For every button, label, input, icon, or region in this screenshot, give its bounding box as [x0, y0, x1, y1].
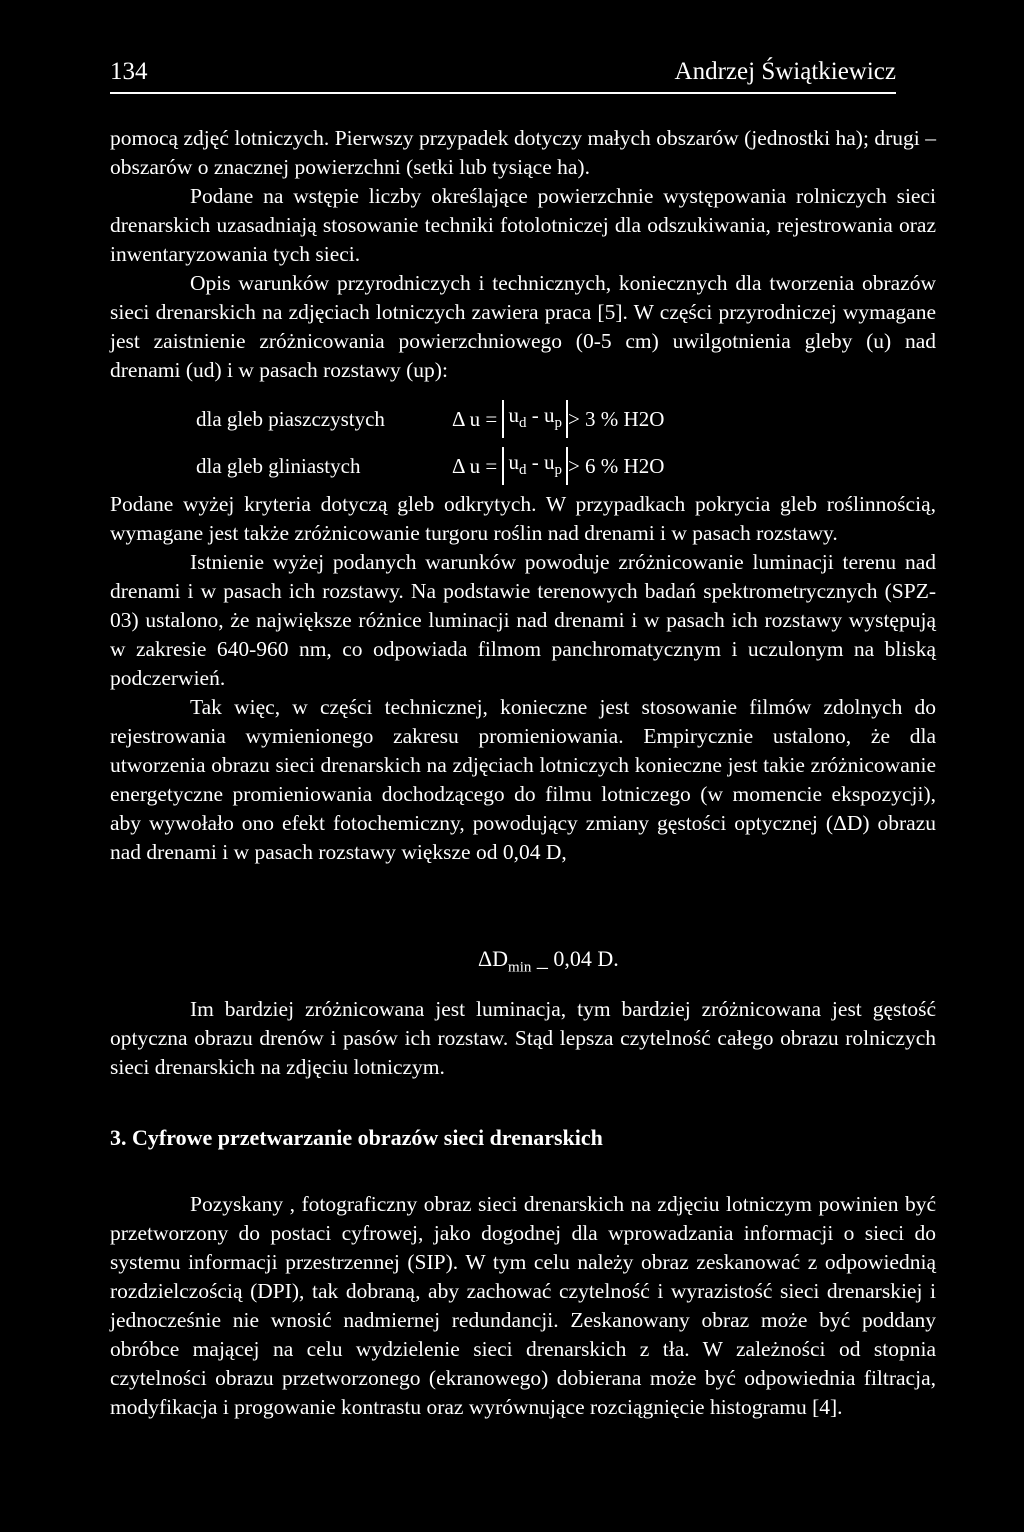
condition-row-sandy	[196, 400, 664, 438]
running-author: Andrzej Świątkiewicz	[674, 58, 896, 85]
paragraph: Opis warunków przyrodniczych i technicznych, koniecznych dla tworzenia obrazów sieci drenarskich na zdjęciach lotniczych zawiera praca [5]. W części przyrodniczej wymagane jest zaistnienie zróżnicowania powierzchniowego (0-5 cm) uwilgotnienia gleby (u) nad drenami (ud) i w pasach rozstawy (up):	[110, 271, 936, 382]
delta-u: Δ u =	[452, 453, 498, 478]
text-block-4	[110, 1190, 936, 1422]
threshold: > 6 % H2O	[567, 453, 665, 478]
paragraph: Im bardziej zróżnicowana jest luminacja, tym bardziej zróżnicowana jest gęstość optyczna obrazu drenów i pasów ich rozstaw. Stąd lepsza czytelność całego obrazu rolniczych sieci drenarskich na zdjęciu lotniczym.	[110, 997, 936, 1079]
condition-row-clay	[196, 447, 664, 485]
absolute-difference: $u_d - u_p$	[502, 400, 568, 438]
text-block-3	[110, 995, 936, 1082]
paragraph: Pozyskany , fotograficzny obraz sieci drenarskich na zdjęciu lotniczym powinien być przetworzony do postaci cyfrowej, jako dogodnej dla wprowadzania informacji o sieci do systemu informacji przestrzennej (SIP). W tym celu należy obraz zeskanować z odpowiednią rozdzielczością (DPI), tak dobraną, aby zachować czytelność i wyrazistość sieci drenarskiej i jednocześnie nie wnosić nadmiernej redundancji. Zeskanowany obraz może być poddany obróbce mającej na celu wydzielenie sieci drenarskich z tła. W zależności od stopnia czytelności obrazu przetworzonego (ekranowego) dobierana może być odpowiednia filtracja, modyfikacja i progowanie kontrastu oraz wyrównujące rozciągnięcie histogramu [4].	[110, 1192, 936, 1419]
paragraph: pomocą zdjęć lotniczych. Pierwszy przypadek dotyczy małych obszarów (jednostki ha); drugi – obszarów o znacznej powierzchni (setki lub tysiące ha).	[110, 126, 936, 179]
delta-u: Δ u =	[452, 406, 498, 431]
condition-formula	[452, 400, 664, 438]
paragraph: Tak więc, w części technicznej, konieczne jest stosowanie filmów zdolnych do rejestrowania wymienionego zakresu promieniowania. Empirycznie ustalono, że dla utworzenia obrazu sieci drenarskich na zdjęciach lotniczych konieczne jest takie zróżnicowanie energetyczne promieniowania dochodzącego do filmu lotniczego (w momencie ekspozycji), aby wywołało ono efekt fotochemiczny, powodujący zmiany gęstości optycznej (ΔD) obrazu nad drenami i w pasach rozstawy większe od 0,04 D,	[110, 695, 936, 864]
text-block-1	[110, 124, 936, 385]
equation-delta-d-min: $\Delta D_{min}$ _ 0,04 D.	[478, 946, 619, 976]
text-block-2	[110, 490, 936, 867]
section-heading: 3. Cyfrowe przetwarzanie obrazów sieci drenarskich	[110, 1125, 603, 1150]
page-number: 134	[110, 58, 148, 85]
threshold: > 3 % H2O	[567, 406, 665, 431]
condition-label: dla gleb gliniastych	[196, 453, 361, 478]
absolute-difference: $u_d - u_p$	[502, 447, 568, 485]
running-header	[110, 58, 896, 94]
paragraph: Podane wyżej kryteria dotyczą gleb odkrytych. W przypadkach pokrycia gleb roślinnością, wymagane jest także zróżnicowanie turgoru roślin nad drenami i w pasach rozstawy.	[110, 492, 936, 545]
paragraph: Istnienie wyżej podanych warunków powoduje zróżnicowanie luminacji terenu nad drenami i w pasach ich rozstawy. Na podstawie terenowych badań spektrometrycznych (SPZ-03) ustalono, że największe różnice luminacji nad drenami i w pasach ich rozstawy występują w zakresie 640-960 nm, co odpowiada filmom panchromatycznym i uczulonym na bliską podczerwień.	[110, 550, 936, 690]
condition-formula	[452, 447, 664, 485]
paragraph: Podane na wstępie liczby określające powierzchnie występowania rolniczych sieci drenarskich uzasadniają stosowanie techniki fotolotniczej dla odszukiwania, rejestrowania oraz inwentaryzowania tych sieci.	[110, 184, 936, 266]
condition-label: dla gleb piaszczystych	[196, 406, 385, 431]
